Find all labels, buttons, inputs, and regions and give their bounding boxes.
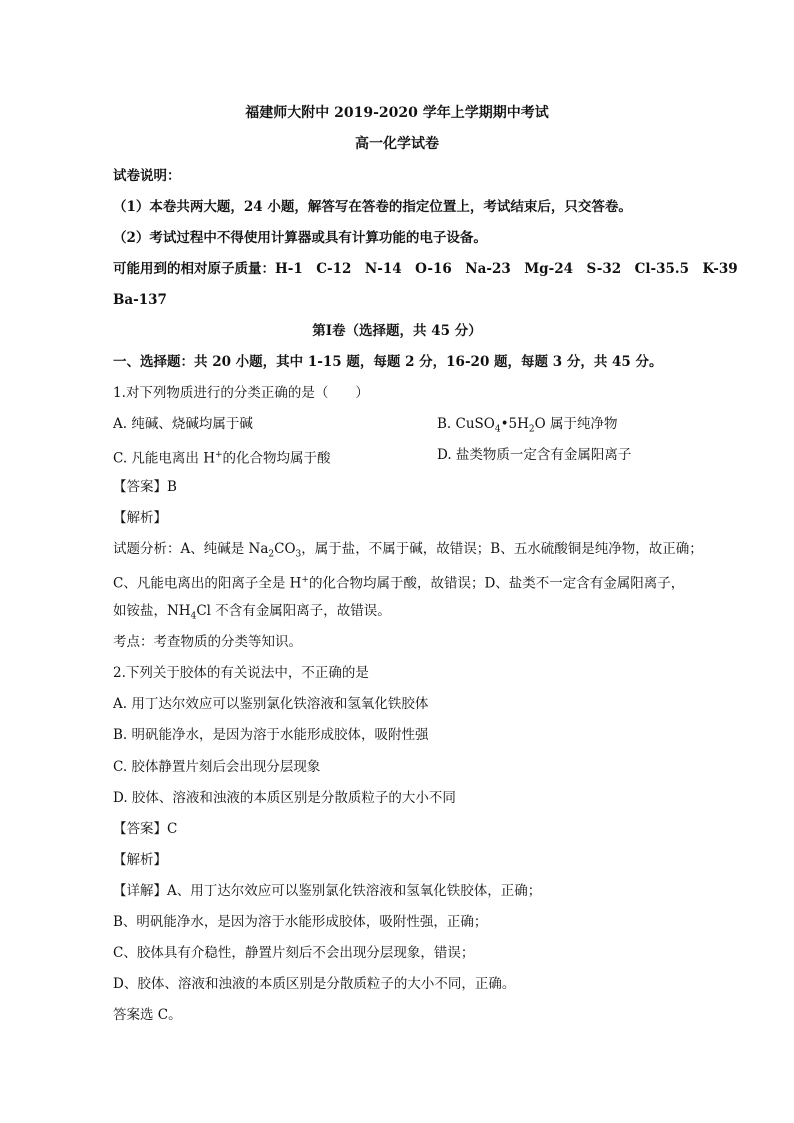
q2-explanation-line-2: B、明矾能净水，是因为溶于水能形成胶体，吸附性强，正确；: [113, 914, 488, 930]
q2-option-d: D. 胶体、溶液和浊液的本质区别是分散质粒子的大小不同: [113, 790, 456, 806]
exam-title: 福建师大附中 2019-2020 学年上学期期中考试: [245, 105, 549, 121]
atomic-masses-line-2: Ba-137: [113, 292, 167, 308]
q1-option-b: B. $CuSO_4•5H_2O$ 属于纯净物: [437, 416, 618, 435]
q2-final-answer: 答案选 C。: [113, 1007, 182, 1023]
q2-stem: 2.下列关于胶体的有关说法中，不正确的是: [113, 665, 369, 681]
q1-analysis-label: 【解析】: [113, 510, 167, 526]
exam-subtitle: 高一化学试卷: [355, 136, 439, 152]
instruction-item-1: （1）本卷共两大题，24 小题，解答写在答卷的指定位置上，考试结束后，只交答卷。: [113, 199, 632, 215]
q1-explanation-line-3: 如铵盐，$NH_4Cl$ 不含有金属阳离子，故错误。: [113, 603, 391, 622]
q2-option-c: C. 胶体静置片刻后会出现分层现象: [113, 759, 321, 775]
q2-option-b: B. 明矾能净水，是因为溶于水能形成胶体，吸附性强: [113, 727, 429, 743]
q2-answer: 【答案】C: [113, 821, 178, 837]
q1-explanation-line-2: C、凡能电离出的阳离子全是 H+的化合物均属于酸，故错误；D、盐类不一定含有金属阳离子，: [113, 575, 685, 592]
section-heading: 一、选择题：共 20 小题，其中 1-15 题，每题 2 分，16-20 题，每题 3 分，共 45 分。: [113, 354, 663, 370]
q1-option-c: C. 凡能电离出 H+的化合物均属于酸: [113, 450, 331, 467]
q1-stem: 1.对下列物质进行的分类正确的是（ ）: [113, 385, 369, 401]
q2-explanation-line-1: 【详解】A、用丁达尔效应可以鉴别氯化铁溶液和氢氧化铁胶体，正确；: [113, 883, 542, 899]
atomic-masses-line-1: 可能用到的相对原子质量：H-1 C-12 N-14 O-16 Na-23 Mg-24 S-32 Cl-35.5 K-39: [113, 261, 738, 277]
instruction-item-2: （2）考试过程中不得使用计算器或具有计算功能的电子设备。: [113, 230, 487, 246]
q1-option-a: A. 纯碱、烧碱均属于碱: [113, 416, 253, 432]
q2-analysis-label: 【解析】: [113, 852, 167, 868]
q1-answer: 【答案】B: [113, 479, 177, 495]
q1-option-d: D. 盐类物质一定含有金属阳离子: [437, 447, 632, 463]
q2-explanation-line-4: D、胶体、溶液和浊液的本质区别是分散质粒子的大小不同，正确。: [113, 976, 516, 992]
q2-option-a: A. 用丁达尔效应可以鉴别氯化铁溶液和氢氧化铁胶体: [113, 696, 429, 712]
q2-explanation-line-3: C、胶体具有介稳性，静置片刻后不会出现分层现象，错误；: [113, 945, 475, 961]
section-title: 第Ⅰ卷（选择题，共 45 分）: [312, 323, 482, 339]
q1-explanation-line-1: 试题分析：A、纯碱是 $Na_2CO_3$，属于盐，不属于碱，故错误；B、五水硫酸铜是纯净物，故正确；: [113, 541, 703, 560]
instructions-heading: 试卷说明：: [113, 168, 181, 184]
q1-kaodian: 考点：考查物质的分类等知识。: [113, 634, 302, 650]
